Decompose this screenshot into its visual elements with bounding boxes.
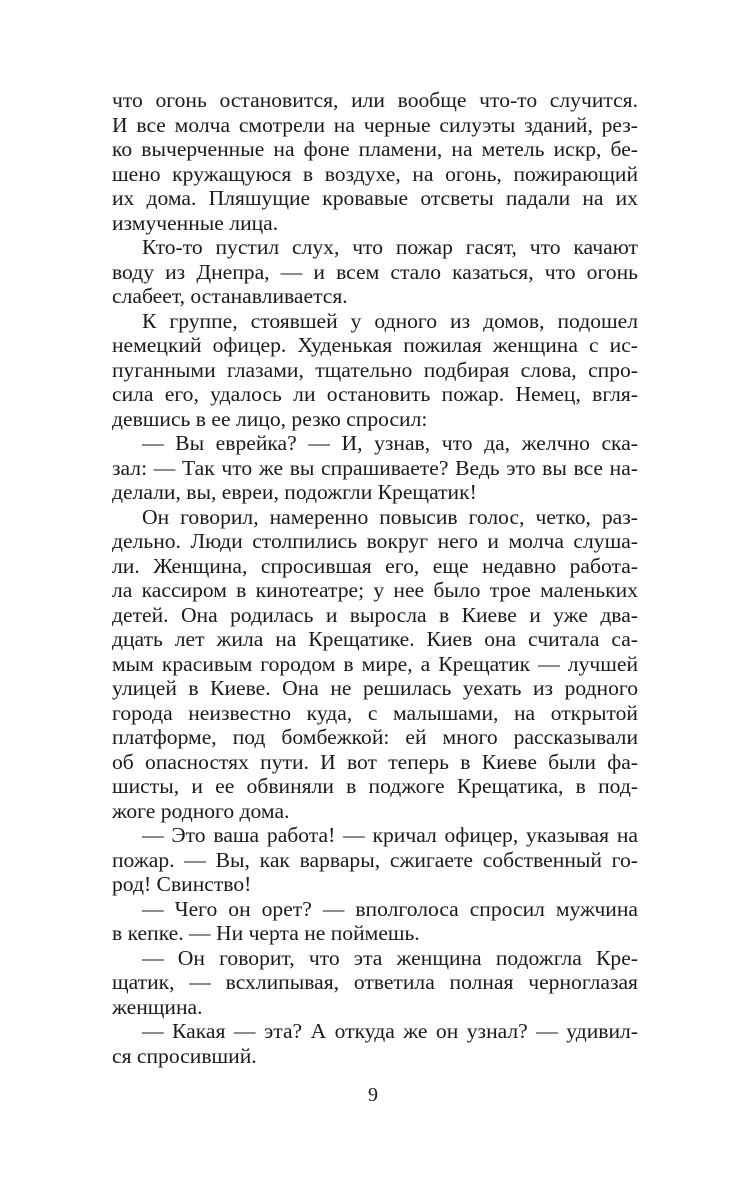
text-line: И все молча смотрели на черные силуэты зданий, рез- xyxy=(112,112,638,137)
text-line: род! Свинство! xyxy=(112,872,252,896)
text-line: улицей в Киеве. Она не решилась уехать из родного xyxy=(112,676,638,700)
text-line: дцать лет жила на Крещатике. Киев она считала са- xyxy=(112,627,638,651)
text-line: К группе, стоявшей у одного из домов, подошел xyxy=(142,308,638,333)
text-line: города неизвестно куда, с малышами, на открытой xyxy=(112,700,638,725)
text-line: слабеет, останавливается. xyxy=(112,284,348,308)
text-line: их дома. Пляшущие кровавые отсветы падали на их xyxy=(112,186,638,210)
text-line: ся спросивший. xyxy=(112,1043,257,1068)
text-line: дельно. Люди столпились вокруг него и молча слуша- xyxy=(112,529,638,553)
text-line: щатик, — всхлипывая, ответила полная черноглазая xyxy=(112,970,638,994)
text-line: воду из Днепра, — и всем стало казаться, что огонь xyxy=(112,259,638,284)
text-line: что огонь остановится, или вообще что-то случится. xyxy=(112,88,638,112)
text-line: девшись в ее лицо, резко спросил: xyxy=(112,406,428,431)
text-line: об опасностях пути. И вот теперь в Киеве были фа- xyxy=(112,749,638,774)
text-line: женщина. xyxy=(112,994,203,1019)
text-line: немецкий офицер. Худенькая пожилая женщина с ис- xyxy=(112,333,638,357)
text-line: платформе, под бомбежкой: ей много рассказывали xyxy=(112,725,638,749)
text-line: — Он говорит, что эта женщина подожгла Кре- xyxy=(142,945,638,970)
text-line: зал: — Так что же вы спрашиваете? Ведь это вы все на- xyxy=(112,455,638,480)
text-line: шисты, и ее обвиняли в поджоге Крещатика, в под- xyxy=(112,774,638,798)
text-line: жоге родного дома. xyxy=(112,798,290,823)
text-line: ла кассиром в кинотеатре; у нее было трое маленьких xyxy=(112,578,638,602)
page-number: 9 xyxy=(368,1084,378,1106)
text-line: сила его, удалось ли остановить пожар. Немец, вгля- xyxy=(112,382,638,406)
text-line: делали, вы, евреи, подожгли Крещатик! xyxy=(112,480,477,504)
text-line: — Чего он орет? — вполголоса спросил мужчина xyxy=(142,896,638,921)
text-line: мым красивым городом в мире, а Крещатик — лучшей xyxy=(112,651,638,676)
body-text xyxy=(112,88,638,1068)
text-line: ко вычерченные на фоне пламени, на метель искр, бе- xyxy=(112,137,638,161)
text-line: шено кружащуюся в воздухе, на огонь, пожирающий xyxy=(112,161,638,186)
text-line: в кепке. — Ни черта не поймешь. xyxy=(112,921,420,945)
text-line: пуганными глазами, тщательно подбирая слова, спро- xyxy=(112,357,638,382)
text-line: пожар. — Вы, как варвары, сжигаете собственный го- xyxy=(112,847,638,872)
text-line: Он говорил, намеренно повысив голос, четко, раз- xyxy=(142,504,638,529)
text-line: измученные лица. xyxy=(112,210,279,235)
text-line: детей. Она родилась и выросла в Киеве и уже два- xyxy=(112,602,638,627)
text-line: ли. Женщина, спросившая его, еще недавно работа- xyxy=(112,553,638,578)
text-line: — Какая — эта? А откуда же он узнал? — удивил- xyxy=(142,1019,638,1043)
text-line: Кто-то пустил слух, что пожар гасят, что качают xyxy=(142,235,638,259)
text-line: — Это ваша работа! — кричал офицер, указывая на xyxy=(142,823,638,847)
text-line: — Вы еврейка? — И, узнав, что да, желчно ска- xyxy=(142,431,638,455)
